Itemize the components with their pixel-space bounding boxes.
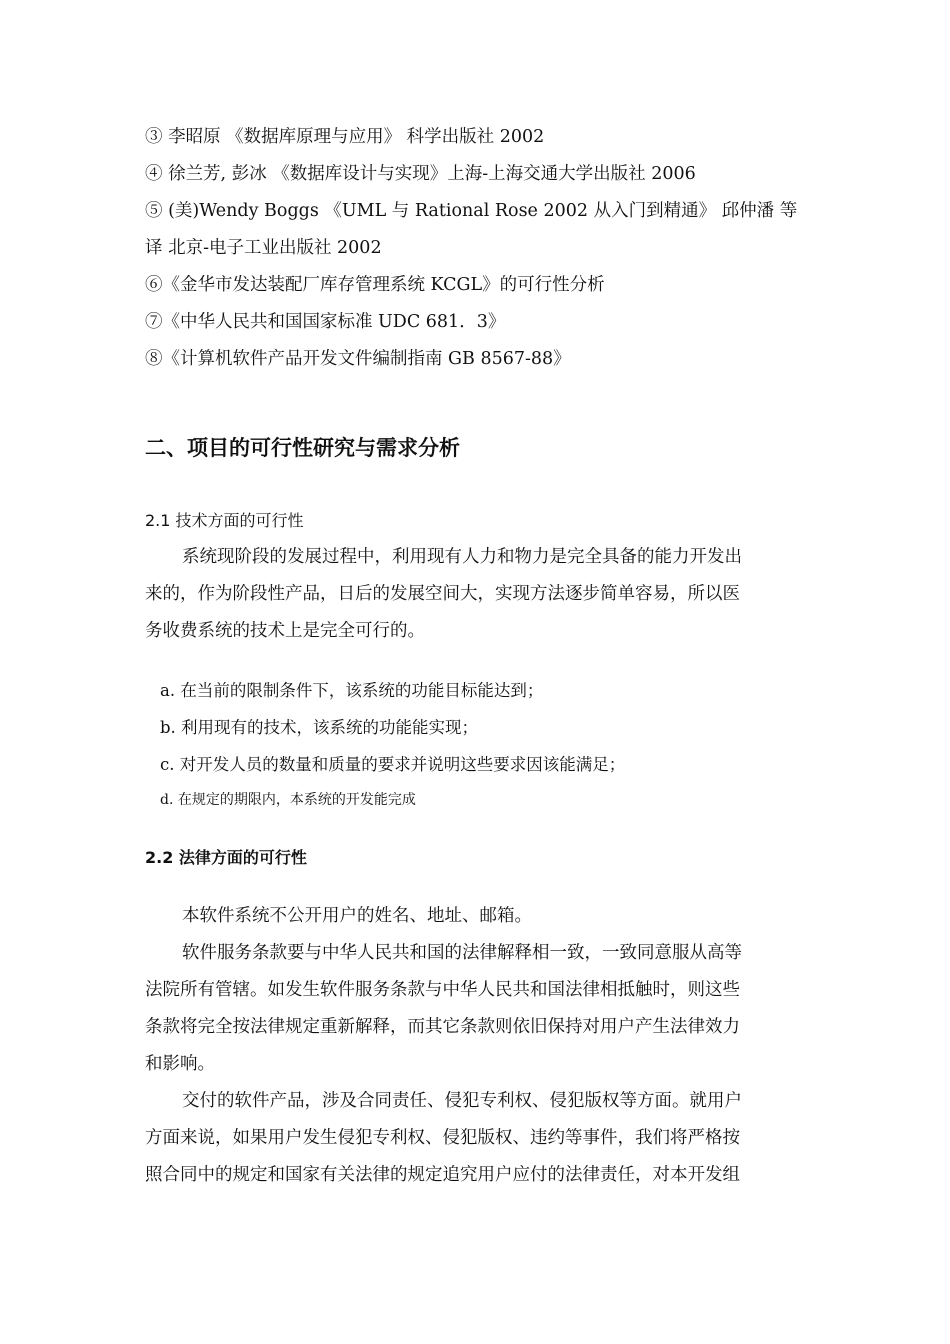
tech-paragraph-line-2: 来的，作为阶段性产品，日后的发展空间大，实现方法逐步简单容易，所以医	[145, 584, 740, 604]
reference-8: ⑧《计算机软件产品开发文件编制指南 GB 8567-88》	[145, 349, 571, 369]
law-paragraph-3-line-2: 方面来说，如果用户发生侵犯专利权、侵犯版权、违约等事件，我们将严格按	[145, 1128, 740, 1148]
law-paragraph-2-line-2: 法院所有管辖。如发生软件服务条款与中华人民共和国法律相抵触时，则这些	[145, 980, 740, 1000]
section-title: 二、项目的可行性研究与需求分析	[145, 436, 460, 460]
reference-3: ③ 李昭原 《数据库原理与应用》 科学出版社 2002	[145, 127, 545, 147]
law-feasibility-heading: 2.2 法律方面的可行性	[145, 848, 307, 867]
law-paragraph-2-line-4: 和影响。	[145, 1054, 215, 1074]
tech-paragraph-line-1: 系统现阶段的发展过程中，利用现有人力和物力是完全具备的能力开发出	[182, 547, 742, 567]
tech-item-b: b. 利用现有的技术，该系统的功能能实现；	[160, 718, 479, 737]
reference-4: ④ 徐兰芳, 彭冰 《数据库设计与实现》上海-上海交通大学出版社 2006	[145, 164, 696, 184]
tech-feasibility-heading: 2.1 技术方面的可行性	[145, 511, 304, 530]
law-paragraph-3-line-3: 照合同中的规定和国家有关法律的规定追究用户应付的法律责任，对本开发组	[145, 1165, 740, 1185]
tech-item-a: a. 在当前的限制条件下，该系统的功能目标能达到；	[160, 681, 544, 700]
reference-5-continued: 译 北京-电子工业出版社 2002	[145, 238, 382, 258]
tech-item-c: c. 对开发人员的数量和质量的要求并说明这些要求因该能满足；	[160, 755, 626, 774]
reference-5: ⑤ (美)Wendy Boggs 《UML 与 Rational Rose 2002 从入门到精通》 邱仲潘 等	[145, 201, 798, 221]
law-paragraph-2-line-1: 软件服务条款要与中华人民共和国的法律解释相一致，一致同意服从高等	[182, 943, 742, 963]
law-paragraph-3-line-1: 交付的软件产品，涉及合同责任、侵犯专利权、侵犯版权等方面。就用户	[182, 1091, 742, 1111]
law-paragraph-1: 本软件系统不公开用户的姓名、地址、邮箱。	[182, 906, 532, 926]
reference-6: ⑥《金华市发达装配厂库存管理系统 KCGL》的可行性分析	[145, 275, 605, 295]
law-paragraph-2-line-3: 条款将完全按法律规定重新解释，而其它条款则依旧保持对用户产生法律效力	[145, 1017, 740, 1037]
tech-paragraph-line-3: 务收费系统的技术上是完全可行的。	[145, 621, 425, 641]
tech-item-d: d. 在规定的期限内，本系统的开发能完成	[160, 792, 416, 808]
reference-7: ⑦《中华人民共和国国家标准 UDC 681．3》	[145, 312, 506, 332]
